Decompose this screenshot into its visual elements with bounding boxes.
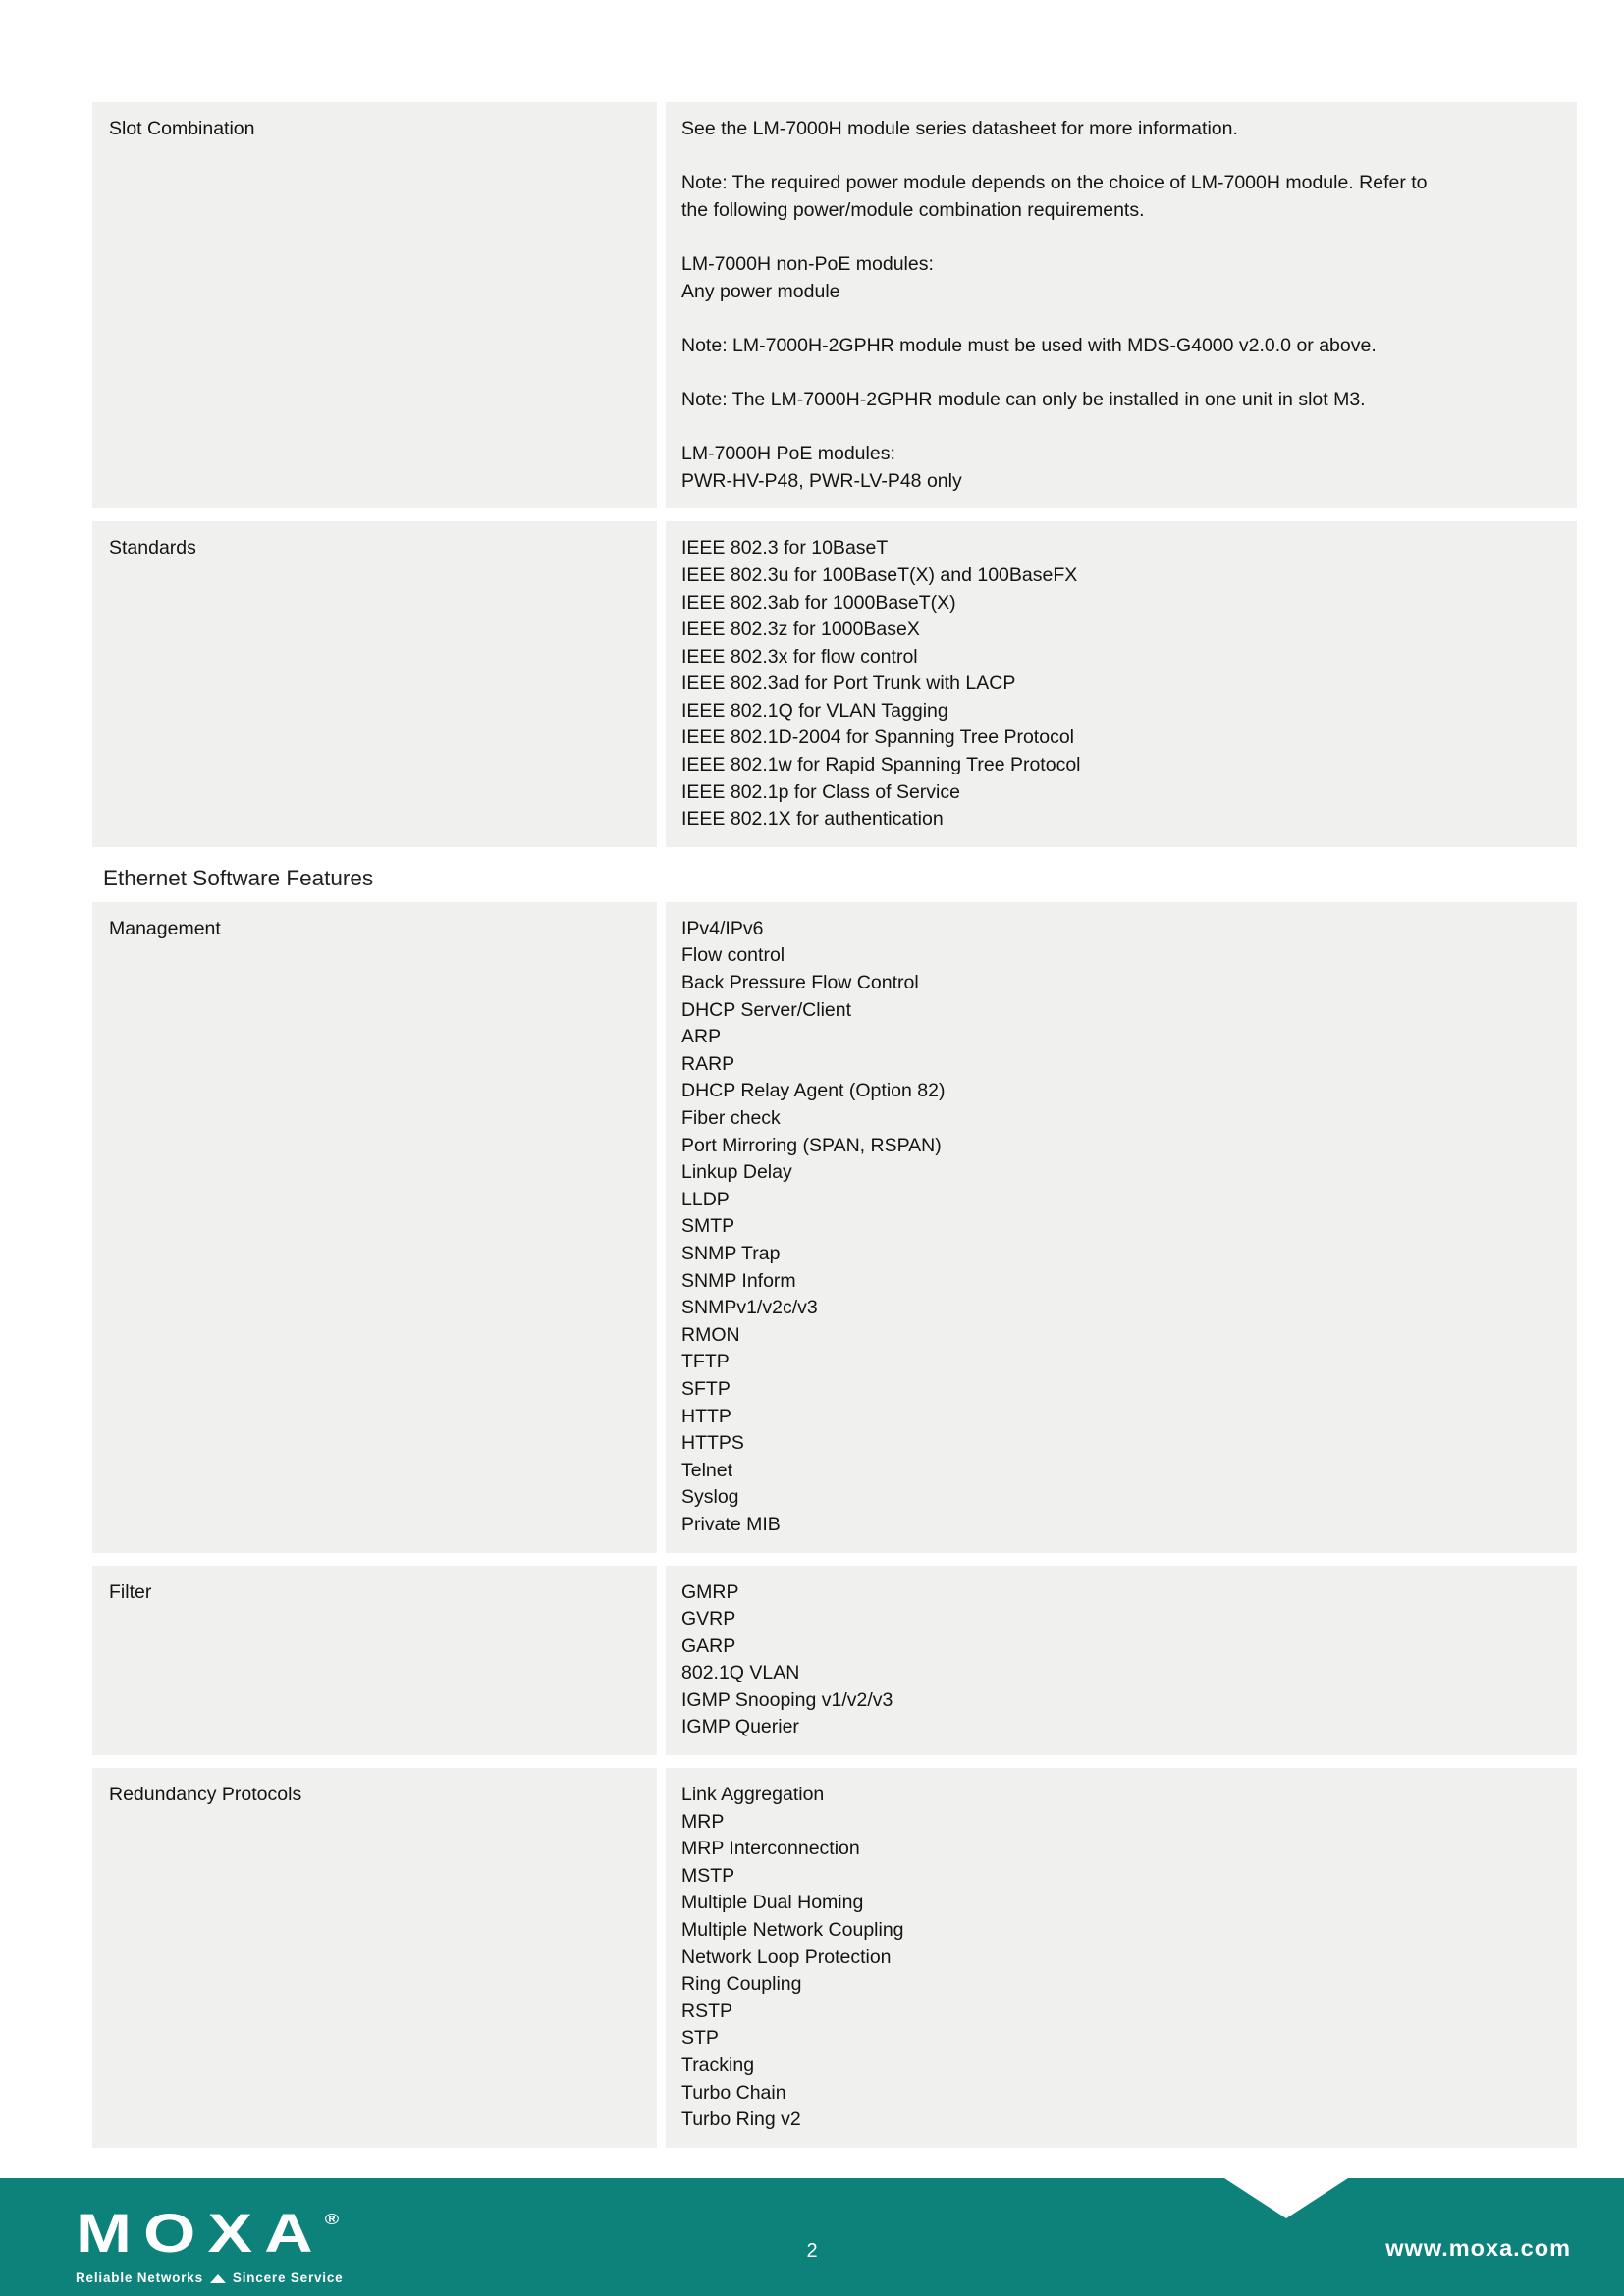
spec-label: Redundancy Protocols bbox=[92, 1768, 657, 2148]
spec-label: Slot Combination bbox=[92, 102, 657, 508]
moxa-tagline bbox=[76, 2270, 343, 2285]
website-link[interactable]: www.moxa.com bbox=[1385, 2235, 1571, 2261]
spec-line: Any power module bbox=[681, 280, 840, 302]
spec-line: SFTP bbox=[681, 1377, 731, 1400]
spec-row bbox=[92, 1566, 1577, 1756]
spec-line: IEEE 802.3u for 100BaseT(X) and 100BaseFX bbox=[681, 563, 1078, 586]
spec-content bbox=[92, 102, 1577, 2161]
spec-line: See the LM-7000H module series datasheet for more information. bbox=[681, 118, 1238, 139]
spec-line: IEEE 802.3ab for 1000BaseT(X) bbox=[681, 591, 956, 614]
spec-line: ARP bbox=[681, 1026, 722, 1048]
spec-line: IEEE 802.1D-2004 for Spanning Tree Protocol bbox=[681, 726, 1074, 749]
triangle-icon bbox=[210, 2274, 226, 2283]
spec-value bbox=[666, 1566, 1577, 1756]
spec-row bbox=[92, 902, 1577, 1553]
page-footer bbox=[0, 2178, 1624, 2296]
footer-notch-triangle bbox=[1224, 2178, 1348, 2218]
spec-table-software bbox=[92, 902, 1577, 2148]
spec-row bbox=[92, 1768, 1577, 2148]
page-number: 2 bbox=[806, 2240, 818, 2262]
spec-line: Note: The required power module depends on the choice of LM-7000H module. Refer to bbox=[681, 172, 1428, 194]
spec-line: Linkup Delay bbox=[681, 1161, 792, 1184]
spec-line: IEEE 802.3z for 1000BaseX bbox=[681, 618, 920, 641]
spec-line: TFTP bbox=[681, 1351, 730, 1373]
spec-line: SNMPv1/v2c/v3 bbox=[681, 1297, 818, 1319]
spec-value bbox=[666, 521, 1577, 847]
spec-line: Note: LM-7000H-2GPHR module must be used with MDS-G4000 v2.0.0 or above. bbox=[681, 334, 1377, 356]
registered-trademark-icon: ® bbox=[324, 2212, 340, 2228]
spec-line: RSTP bbox=[681, 2000, 733, 2022]
spec-line: MSTP bbox=[681, 1864, 735, 1887]
spec-line: Telnet bbox=[681, 1459, 733, 1481]
spec-line: Note: The LM-7000H-2GPHR module can only be installed in one unit in slot M3. bbox=[681, 388, 1366, 410]
spec-line: PWR-HV-P48, PWR-LV-P48 only bbox=[681, 469, 962, 492]
spec-line: IEEE 802.1p for Class of Service bbox=[681, 780, 960, 803]
spec-value bbox=[666, 1768, 1577, 2148]
spec-row bbox=[92, 102, 1577, 508]
spec-line: IEEE 802.3ad for Port Trunk with LACP bbox=[681, 672, 1016, 695]
spec-line: Flow control bbox=[681, 944, 785, 967]
spec-line: Turbo Chain bbox=[681, 2081, 786, 2104]
spec-line: Private MIB bbox=[681, 1513, 781, 1535]
spec-line: 802.1Q VLAN bbox=[681, 1662, 800, 1684]
spec-row bbox=[92, 521, 1577, 847]
spec-line: Ring Coupling bbox=[681, 1973, 802, 1996]
spec-line: IGMP Snooping v1/v2/v3 bbox=[681, 1688, 893, 1711]
spec-line: Back Pressure Flow Control bbox=[681, 972, 919, 994]
spec-line: GARP bbox=[681, 1634, 736, 1657]
section-heading-ethernet-software-features: Ethernet Software Features bbox=[103, 865, 374, 890]
spec-line: SNMP Inform bbox=[681, 1269, 796, 1292]
spec-line: DHCP Relay Agent (Option 82) bbox=[681, 1080, 946, 1102]
spec-line: MRP Interconnection bbox=[681, 1838, 860, 1860]
spec-line: LM-7000H non-PoE modules: bbox=[681, 252, 934, 275]
tagline-left: Reliable Networks bbox=[76, 2270, 203, 2285]
spec-line: HTTPS bbox=[681, 1432, 744, 1455]
spec-line: IEEE 802.1X for authentication bbox=[681, 808, 944, 830]
spec-line: IEEE 802.1w for Rapid Spanning Tree Protocol bbox=[681, 754, 1081, 776]
spec-line: IEEE 802.3x for flow control bbox=[681, 645, 918, 667]
spec-line: IPv4/IPv6 bbox=[681, 917, 764, 939]
spec-line: LM-7000H PoE modules: bbox=[681, 443, 895, 465]
spec-line: Multiple Dual Homing bbox=[681, 1892, 864, 1914]
spec-label: Standards bbox=[92, 521, 657, 847]
spec-line: Fiber check bbox=[681, 1107, 781, 1129]
spec-line: RARP bbox=[681, 1052, 735, 1075]
spec-line: GVRP bbox=[681, 1608, 736, 1630]
spec-value bbox=[666, 902, 1577, 1553]
spec-line: MRP bbox=[681, 1810, 725, 1833]
spec-line: the following power/module combination requirements. bbox=[681, 198, 1145, 221]
spec-line: GMRP bbox=[681, 1580, 739, 1603]
spec-line: IGMP Querier bbox=[681, 1716, 799, 1738]
spec-value bbox=[666, 102, 1577, 508]
spec-line: LLDP bbox=[681, 1188, 730, 1210]
spec-table-hardware bbox=[92, 102, 1577, 847]
spec-line: SNMP Trap bbox=[681, 1242, 781, 1264]
spec-line: Port Mirroring (SPAN, RSPAN) bbox=[681, 1134, 942, 1156]
tagline-right: Sincere Service bbox=[232, 2270, 344, 2285]
moxa-wordmark: MOXA® bbox=[76, 2202, 340, 2264]
spec-line: Turbo Ring v2 bbox=[681, 2109, 801, 2131]
spec-label: Management bbox=[92, 902, 657, 1553]
spec-line: Network Loop Protection bbox=[681, 1946, 892, 1968]
spec-line: Tracking bbox=[681, 2055, 755, 2076]
spec-line: SMTP bbox=[681, 1215, 735, 1238]
spec-label: Filter bbox=[92, 1566, 657, 1756]
spec-line: IEEE 802.3 for 10BaseT bbox=[681, 537, 889, 560]
spec-line: RMON bbox=[681, 1323, 740, 1346]
spec-line: HTTP bbox=[681, 1405, 731, 1427]
spec-line: Link Aggregation bbox=[681, 1784, 825, 1806]
spec-line: Syslog bbox=[681, 1486, 739, 1509]
spec-line: Multiple Network Coupling bbox=[681, 1919, 904, 1942]
spec-line: DHCP Server/Client bbox=[681, 998, 852, 1021]
spec-line: IEEE 802.1Q for VLAN Tagging bbox=[681, 699, 948, 721]
spec-line: STP bbox=[681, 2027, 719, 2050]
